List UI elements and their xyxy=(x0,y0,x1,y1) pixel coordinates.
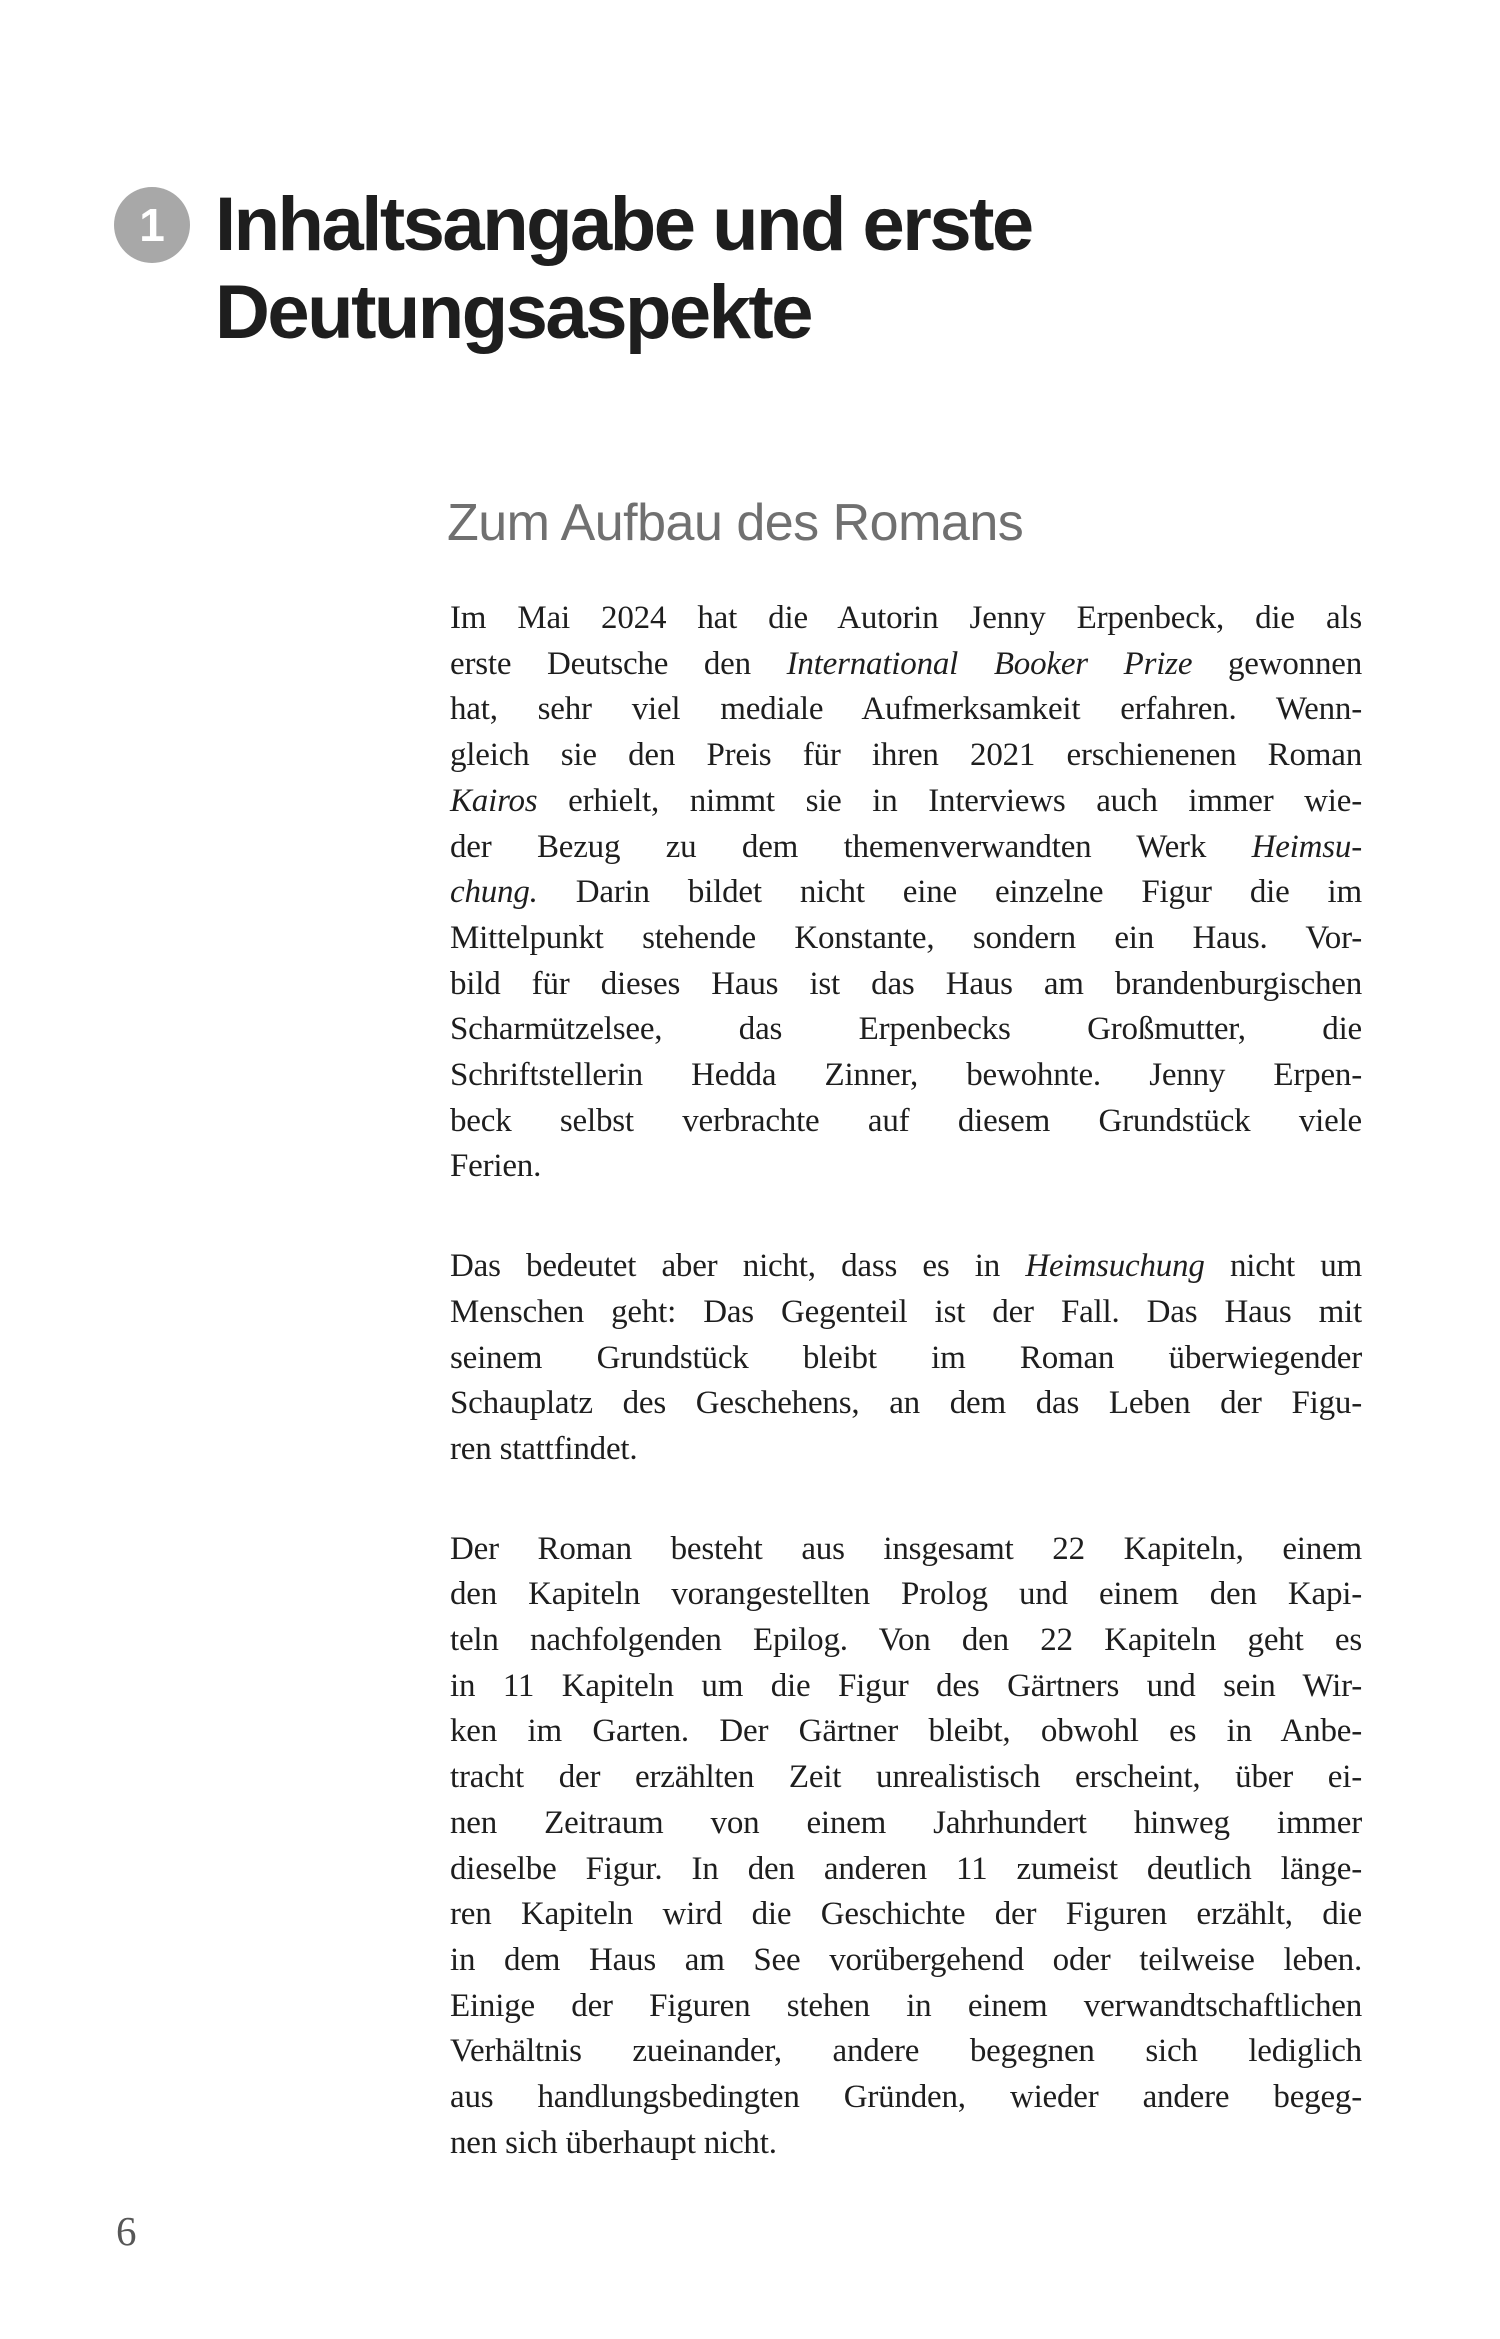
paragraph xyxy=(450,596,1362,1190)
text-line xyxy=(450,1099,1362,1145)
text-segment: Menschen geht: Das Gegenteil ist der Fall. Das Haus mit xyxy=(450,1293,1362,1330)
text-segment: bild für dieses Haus ist das Haus am brandenburgischen xyxy=(450,965,1362,1002)
text-segment: ren Kapiteln wird die Geschichte der Figuren erzählt, die xyxy=(450,1896,1362,1933)
text-segment: aus handlungsbedingten Gründen, wieder andere begeg- xyxy=(450,2079,1362,2116)
text-line xyxy=(450,1984,1362,2030)
text-segment: Darin bildet nicht eine einzelne Figur die im xyxy=(537,874,1362,911)
text-segment: dieselbe Figur. In den anderen 11 zumeist deutlich länge- xyxy=(450,1850,1362,1887)
text-segment: Schauplatz des Geschehens, an dem das Leben der Figu- xyxy=(450,1385,1362,1422)
text-line xyxy=(450,1847,1362,1893)
section-heading: Zum Aufbau des Romans xyxy=(447,494,1024,552)
italic-text: chung. xyxy=(450,874,538,911)
chapter-heading-line-1: Inhaltsangabe und erste xyxy=(215,182,1032,267)
text-segment: gleich sie den Preis für ihren 2021 erschienenen Roman xyxy=(450,737,1362,774)
text-segment: Schriftstellerin Hedda Zinner, bewohnte. Jenny Erpen- xyxy=(450,1057,1362,1094)
text-segment: ren stattfindet. xyxy=(450,1430,638,1467)
text-line xyxy=(450,1381,1362,1427)
text-line xyxy=(450,1007,1362,1053)
text-segment: in 11 Kapiteln um die Figur des Gärtners und sein Wir- xyxy=(450,1667,1362,1704)
text-segment: erste Deutsche den xyxy=(450,645,787,682)
text-line xyxy=(450,1336,1362,1382)
text-segment: Mittelpunkt stehende Konstante, sondern ein Haus. Vor- xyxy=(450,919,1362,956)
text-segment: der Bezug zu dem themenverwandten Werk xyxy=(450,828,1252,865)
text-line xyxy=(450,1244,1362,1290)
text-line xyxy=(450,1664,1362,1710)
text-segment: seinem Grundstück bleibt im Roman überwiegender xyxy=(450,1339,1362,1376)
text-segment: erhielt, nimmt sie in Interviews auch immer wie- xyxy=(537,782,1362,819)
text-line xyxy=(450,779,1362,825)
chapter-heading xyxy=(215,181,1032,357)
text-segment: teln nachfolgenden Epilog. Von den 22 Kapiteln geht es xyxy=(450,1622,1362,1659)
text-line xyxy=(450,1572,1362,1618)
text-segment: ken im Garten. Der Gärtner bleibt, obwohl es in Anbe- xyxy=(450,1713,1362,1750)
text-line xyxy=(450,596,1362,642)
text-line xyxy=(450,2075,1362,2121)
italic-text: International Booker Prize xyxy=(786,645,1193,682)
text-line xyxy=(450,1801,1362,1847)
text-segment: in dem Haus am See vorübergehend oder teilweise leben. xyxy=(450,1941,1362,1978)
text-line xyxy=(450,916,1362,962)
text-segment: Einige der Figuren stehen in einem verwandtschaftlichen xyxy=(450,1987,1362,2024)
text-segment: nicht um xyxy=(1204,1248,1362,1285)
text-segment: Verhältnis zueinander, andere begegnen sich lediglich xyxy=(450,2033,1362,2070)
text-line xyxy=(450,2121,1362,2167)
chapter-heading-line-2: Deutungsaspekte xyxy=(215,270,811,355)
text-segment: Im Mai 2024 hat die Autorin Jenny Erpenbeck, die als xyxy=(450,600,1362,636)
text-segment: tracht der erzählten Zeit unrealistisch erscheint, über ei- xyxy=(450,1759,1362,1796)
text-line xyxy=(450,962,1362,1008)
text-segment: hat, sehr viel mediale Aufmerksamkeit erfahren. Wenn- xyxy=(450,691,1362,728)
italic-text: Heimsuchung xyxy=(1025,1248,1205,1285)
text-line xyxy=(450,642,1362,688)
text-line xyxy=(450,825,1362,871)
page-number: 6 xyxy=(116,2208,137,2254)
paragraph xyxy=(450,1527,1362,2167)
text-line xyxy=(450,733,1362,779)
body-text xyxy=(450,596,1362,2167)
text-segment: Ferien. xyxy=(450,1148,542,1185)
italic-text: Heimsu- xyxy=(1251,828,1362,865)
text-line xyxy=(450,1527,1362,1573)
text-segment: Scharmützelsee, das Erpenbecks Großmutter, die xyxy=(450,1011,1362,1048)
text-line xyxy=(450,687,1362,733)
text-line xyxy=(450,1053,1362,1099)
text-segment: beck selbst verbrachte auf diesem Grundstück viele xyxy=(450,1102,1362,1139)
text-line xyxy=(450,1144,1362,1190)
text-line xyxy=(450,1892,1362,1938)
text-line xyxy=(450,1290,1362,1336)
text-line xyxy=(450,1427,1362,1473)
text-line xyxy=(450,1709,1362,1755)
text-line xyxy=(450,1755,1362,1801)
text-line xyxy=(450,1618,1362,1664)
text-segment: Der Roman besteht aus insgesamt 22 Kapiteln, einem xyxy=(450,1530,1362,1567)
chapter-number-badge: 1 xyxy=(114,187,190,263)
text-line xyxy=(450,870,1362,916)
paragraph xyxy=(450,1244,1362,1473)
text-line xyxy=(450,2029,1362,2075)
text-segment: nen Zeitraum von einem Jahrhundert hinweg immer xyxy=(450,1804,1362,1841)
italic-text: Kairos xyxy=(450,782,538,819)
text-line xyxy=(450,1938,1362,1984)
text-segment: gewonnen xyxy=(1192,645,1362,682)
text-segment: Das bedeutet aber nicht, dass es in xyxy=(450,1248,1026,1285)
text-segment: nen sich überhaupt nicht. xyxy=(450,2124,777,2161)
text-segment: den Kapiteln vorangestellten Prolog und einem den Kapi- xyxy=(450,1576,1362,1613)
